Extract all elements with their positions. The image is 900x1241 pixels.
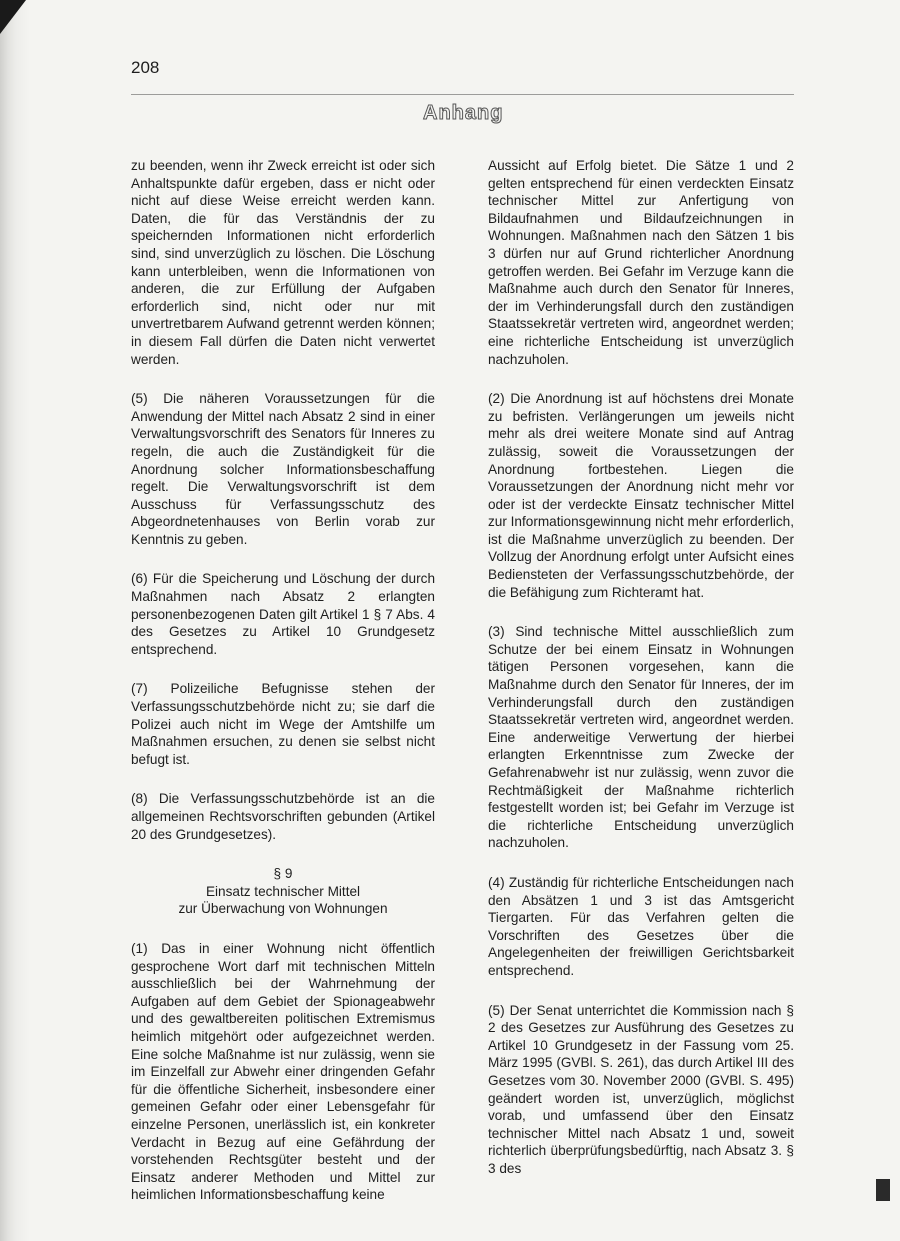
paragraph: (3) Sind technische Mittel ausschließlich zum Schutze der bei einem Einsatz in Wohnungen tätigen Personen vorgesehen, kann die Maßnahme durch den Senator für Inneres, der im Verhinderungsfall durch den zuständigen Staatssekretär vertreten wird, angeordnet werden. Eine anderweitige Verwertung der hierbei erlangten Erkenntnisse zum Zwecke der Gefahrenabwehr ist nur zulässig, wenn zuvor die Rechtmäßigkeit der Maßnahme richterlich festgestellt worden ist; bei Gefahr im Verzuge ist die richterliche Entscheidung unverzüglich nachzuholen. (488, 624, 794, 851)
paragraph: Aussicht auf Erfolg bietet. Die Sätze 1 und 2 gelten entsprechend für einen verdeckten Einsatz technischer Mittel zur Anfertigung von Bildaufnahmen und Bildaufzeichnungen in Wohnungen. Maßnahmen nach den Sätzen 1 bis 3 dürfen nur auf Grund richterlicher Anordnung getroffen werden. Bei Gefahr im Verzuge kann die Maßnahme auch durch den Senator für Inneres, der im Verhinderungsfall durch den zuständigen Staatssekretär vertreten wird, angeordnet werden; eine richterliche Entscheidung ist unverzüglich nachzuholen. (488, 158, 794, 367)
paragraph: (8) Die Verfassungsschutzbehörde ist an die allgemeinen Rechtsvorschriften gebunden (Artikel 20 des Grundgesetzes). (131, 791, 435, 842)
paragraph: (2) Die Anordnung ist auf höchstens drei Monate zu befristen. Verlängerungen um jeweils nicht mehr als drei weitere Monate sind auf Antrag zulässig, soweit die Voraussetzungen der Anordnung fortbestehen. Liegen die Voraussetzungen der Anordnung nicht mehr vor oder ist der verdeckte Einsatz technischer Mittel zur Informationsgewinnung nicht mehr erforderlich, ist die Maßnahme unverzüglich zu beenden. Der Vollzug der Anordnung erfolgt unter Aufsicht eines Bediensteten der Verfassungsschutzbehörde, der die Befähigung zum Richteramt hat. (488, 391, 795, 600)
header-rule (131, 94, 794, 95)
section-title-line: Einsatz technischer Mittel (205, 883, 361, 899)
paragraph: (1) Das in einer Wohnung nicht öffentlich gesprochene Wort darf mit technischen Mitteln ausschließlich bei der Wahrnehmung der Aufgaben auf dem Gebiet der Spionageabwehr und des gewaltbereiten politischen Extremismus heimlich mitgehört oder aufgezeichnet werden. Eine solche Maßnahme ist nur zulässig, wenn sie im Einzelfall zur Abwehr einer dringenden Gefahr für die öffentliche Sicherheit, insbesondere einer gemeinen Gefahr oder einer Lebensgefahr für einzelne Personen, unerlässlich ist, ein konkreter Verdacht in Bezug auf eine Gefährdung der vorstehenden Rechtsgüter besteht und der Einsatz anderer Methoden und Mittel zur heimlichen Informationsbeschaffung keine (131, 940, 435, 1203)
section-number: § 9 (273, 866, 293, 882)
paragraph: zu beenden, wenn ihr Zweck erreicht ist oder sich Anhaltspunkte dafür ergeben, dass er nicht oder nicht auf diese Weise erreicht werden kann. Daten, die für das Verständnis der zu speichernden Informationen nicht erforderlich sind, sind unverzüglich zu löschen. Die Löschung kann unterbleiben, wenn die Informationen von anderen, die zur Erfüllung der Aufgaben erforderlich sind, nicht oder nur mit unvertretbarem Aufwand getrennt werden können; in diesem Fall dürfen die Daten nicht verwertet werden. (131, 158, 435, 367)
paragraph: (7) Polizeiliche Befugnisse stehen der Verfassungsschutzbehörde nicht zu; sie darf die Polizei auch nicht im Wege der Amtshilfe um Maßnahmen ersuchen, zu denen sie selbst nicht befugt ist. (131, 681, 435, 767)
section-heading (131, 865, 435, 918)
page-number: 208 (131, 58, 160, 77)
scan-corner-mark (0, 0, 26, 34)
paragraph: (5) Die näheren Voraussetzungen für die Anwendung der Mittel nach Absatz 2 sind in einer Verwaltungsvorschrift des Senators für Inneres zu regeln, die auch die Zuständigkeit für die Anordnung solcher Informationsbeschaffung regelt. Die Verwaltungsvorschrift ist dem Ausschuss für Verfassungsschutz des Abgeordnetenhauses von Berlin vorab zur Kenntnis zu geben. (131, 391, 435, 547)
right-column (488, 157, 794, 1177)
section-title-line: zur Überwachung von Wohnungen (178, 901, 388, 917)
paragraph: (5) Der Senat unterrichtet die Kommission nach § 2 des Gesetzes zur Ausführung des Gesetzes zu Artikel 10 Grundgesetz in der Fassung vom 25. März 1995 (GVBl. S. 261), das durch Artikel III des Gesetzes vom 30. November 2000 (GVBl. S. 495) geändert worden ist, unverzüglich, möglichst vorab, und umfassend über den Einsatz technischer Mittel nach Absatz 1 und, soweit richterlich überprüfungsbedürftig, nach Absatz 3. § 3 des (488, 1002, 794, 1176)
page-binding-shadow (0, 0, 30, 1241)
left-column (131, 157, 435, 1204)
paragraph: (4) Zuständig für richterliche Entscheidungen nach den Absätzen 1 und 3 ist das Amtsgericht Tiergarten. Für das Verfahren gelten die Vorschriften des Gesetzes über die Angelegenheiten der freiwilligen Gerichtsbarkeit entsprechend. (488, 874, 794, 978)
paragraph: (6) Für die Speicherung und Löschung der durch Maßnahmen nach Absatz 2 erlangten personenbezogenen Daten gilt Artikel 1 § 7 Abs. 4 des Gesetzes zu Artikel 10 Grundgesetz entsprechend. (131, 571, 435, 657)
scan-edge-mark (876, 1179, 890, 1201)
running-head: Anhang (423, 102, 504, 124)
